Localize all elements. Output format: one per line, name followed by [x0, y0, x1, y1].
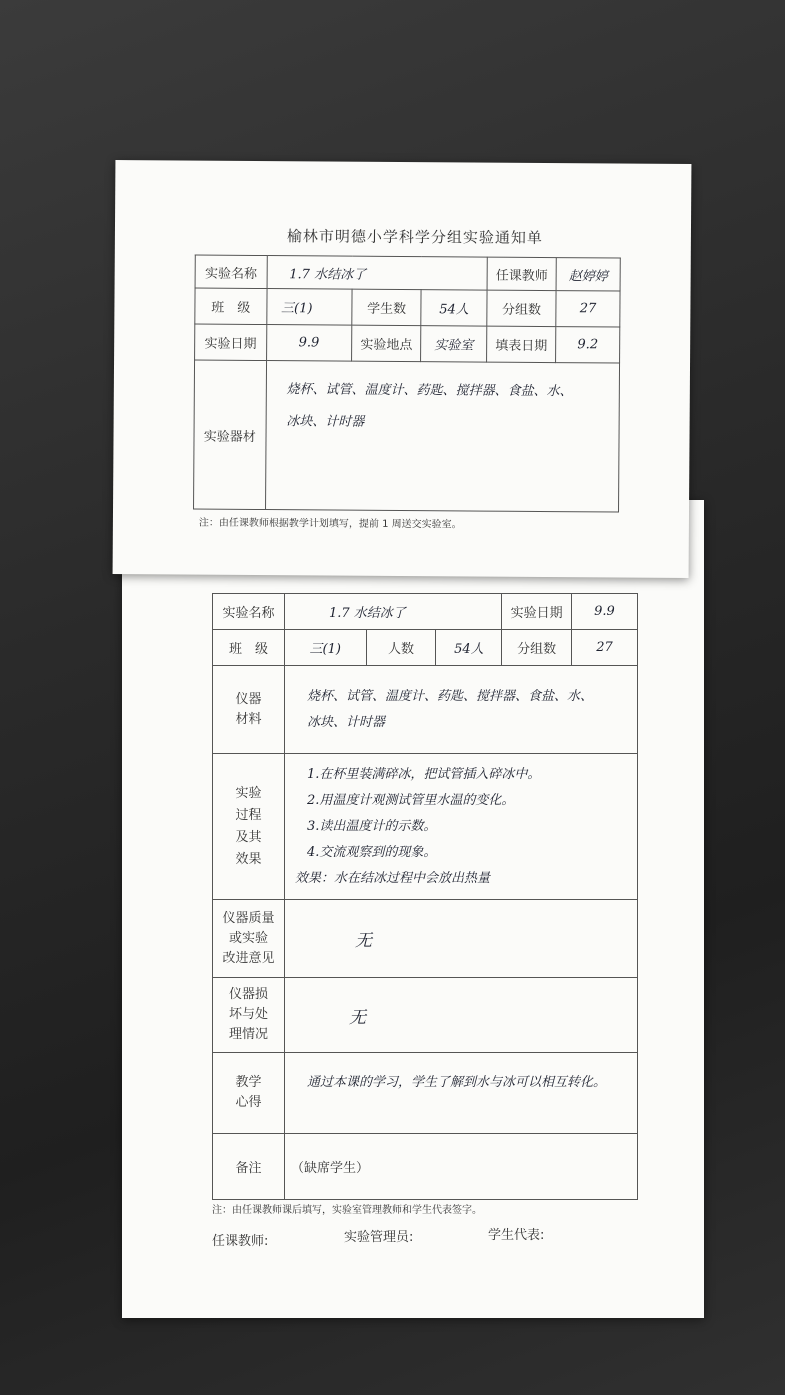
- record-note: 注：由任课教师课后填写，实验室管理教师和学生代表签字。: [212, 1205, 482, 1216]
- record-class-value: 三(1): [284, 630, 366, 666]
- record-process-line-1: 1.在杯里装满碎冰，把试管插入碎冰中。: [306, 766, 541, 782]
- notice-place-value: 实验室: [421, 326, 487, 362]
- record-process-line-3: 3.读出温度计的示数。: [306, 818, 437, 834]
- record-name-label: 实验名称: [213, 594, 285, 630]
- notice-date-value: 9.9: [266, 325, 352, 362]
- notice-date-label: 实验日期: [195, 324, 267, 360]
- record-table: [212, 593, 638, 1200]
- record-quality-label: 仪器质量 或实验 改进意见: [213, 900, 285, 978]
- record-reflection-value: 通过本课的学习，学生了解到水与冰可以相互转化。: [284, 1053, 637, 1134]
- notice-fill-date-value: 9.2: [556, 327, 620, 363]
- notice-title: 榆林市明德小学科学分组实验通知单: [286, 227, 543, 247]
- record-process-line-5: 效果：水在结冰过程中会放出热量: [294, 870, 490, 886]
- notice-name-label: 实验名称: [195, 255, 267, 288]
- record-date-label: 实验日期: [502, 594, 572, 630]
- notice-table: [193, 255, 621, 513]
- record-materials-line-1: 烧杯、试管、温度计、药匙、搅拌器、食盐、水、: [306, 688, 593, 704]
- record-remarks-value: （缺席学生）: [284, 1134, 637, 1200]
- notice-groups-label: 分组数: [487, 290, 557, 326]
- record-materials-value: [284, 666, 637, 754]
- record-date-value: 9.9: [572, 594, 638, 630]
- record-materials-label: 仪器 材料: [213, 666, 285, 754]
- record-process-line-2: 2.用温度计观测试管里水温的变化。: [306, 792, 515, 808]
- record-process-value: [284, 754, 637, 900]
- record-groups-value: 27: [572, 630, 638, 666]
- notice-fill-date-label: 填表日期: [486, 326, 556, 362]
- record-people-label: 人数: [366, 630, 436, 666]
- record-class-label: 班 级: [213, 630, 285, 666]
- record-people-value: 54人: [436, 630, 502, 666]
- record-name-value: 1.7 水结冰了: [284, 594, 501, 630]
- notice-sheet: [113, 160, 692, 578]
- notice-teacher-label: 任课教师: [487, 257, 557, 290]
- record-quality-value: 无: [284, 900, 637, 978]
- record-reflection-label: 教学 心得: [213, 1053, 285, 1134]
- notice-equipment-line-2: 冰块、计时器: [286, 414, 365, 430]
- footer-student-rep-label: 学生代表:: [488, 1228, 545, 1243]
- notice-class-label: 班 级: [195, 288, 267, 324]
- record-remarks-label: 备注: [213, 1134, 285, 1200]
- footer-teacher-label: 任课教师:: [212, 1234, 269, 1249]
- notice-equipment-line-1: 烧杯、试管、温度计、药匙、搅拌器、食盐、水、: [286, 382, 573, 400]
- record-groups-label: 分组数: [502, 630, 572, 666]
- record-damage-label: 仪器损 坏与处 理情况: [213, 978, 285, 1053]
- notice-students-value: 54人: [421, 290, 487, 326]
- notice-equipment-value: [265, 361, 619, 512]
- record-materials-line-2: 冰块、计时器: [306, 714, 385, 730]
- notice-note: 注：由任课教师根据教学计划填写，提前 1 周送交实验室。: [198, 517, 462, 531]
- record-process-line-4: 4.交流观察到的现象。: [306, 844, 437, 860]
- notice-equipment-label: 实验器材: [194, 360, 267, 509]
- record-damage-value: 无: [284, 978, 637, 1053]
- notice-name-value: 1.7 水结冰了: [267, 256, 488, 291]
- notice-place-label: 实验地点: [352, 325, 422, 361]
- record-process-label: 实验 过程 及其 效果: [213, 754, 285, 900]
- notice-students-label: 学生数: [352, 289, 422, 325]
- notice-groups-value: 27: [556, 291, 620, 327]
- notice-class-value: 三(1): [266, 289, 352, 326]
- notice-teacher-value: 赵婷婷: [556, 258, 620, 291]
- footer-admin-label: 实验管理员:: [344, 1230, 414, 1245]
- record-sheet: [122, 500, 704, 1318]
